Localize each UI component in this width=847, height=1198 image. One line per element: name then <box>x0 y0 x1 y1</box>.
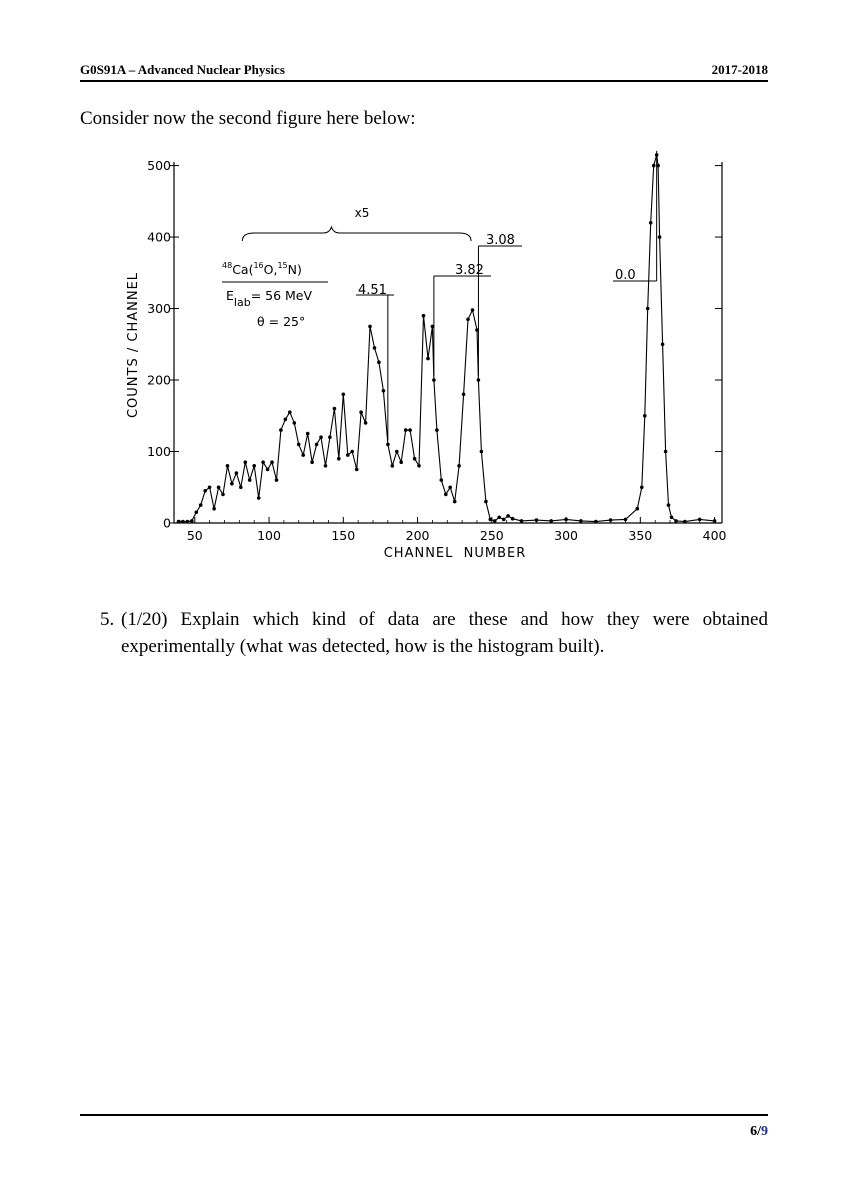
data-point <box>346 453 350 457</box>
x-tick-label-150: 150 <box>331 528 356 543</box>
current-page: 6/ <box>750 1124 761 1139</box>
x-tick-label-300: 300 <box>554 528 578 543</box>
data-point <box>564 518 568 522</box>
data-point <box>342 393 346 397</box>
ejectile-mass: 15 <box>277 261 288 270</box>
data-point <box>489 518 493 522</box>
data-point <box>652 164 656 168</box>
data-point <box>288 410 292 414</box>
data-point <box>382 389 386 393</box>
data-point <box>270 460 274 464</box>
data-point <box>315 443 319 447</box>
data-point <box>177 520 181 524</box>
reaction-label <box>222 261 328 329</box>
data-point <box>391 464 395 468</box>
data-point <box>422 314 426 318</box>
data-point <box>493 519 497 523</box>
data-point <box>301 453 305 457</box>
data-point <box>624 518 628 522</box>
data-point <box>658 235 662 239</box>
data-point <box>257 496 261 500</box>
svg-text:48Ca(16O,15N) <box>222 261 302 277</box>
data-point <box>324 464 328 468</box>
data-point <box>221 493 225 497</box>
data-point <box>683 520 687 524</box>
data-point <box>350 450 354 454</box>
y-tick-label-200: 200 <box>147 372 171 388</box>
x-tick-label-100: 100 <box>257 528 281 543</box>
data-point <box>462 393 466 397</box>
data-point <box>293 421 297 425</box>
question-text: (1/20) Explain which kind of data are these and how they were obtained experimentally (what was detected, how is the histogram built). <box>121 609 768 657</box>
data-point <box>226 464 230 468</box>
data-point <box>674 519 678 523</box>
data-point <box>199 503 203 507</box>
y-tick-label-100: 100 <box>147 444 171 460</box>
academic-year: 2017-2018 <box>711 62 768 77</box>
energy-symbol: E <box>226 288 234 303</box>
data-point <box>399 460 403 464</box>
data-point <box>594 520 598 524</box>
header-rule <box>80 80 768 82</box>
data-point <box>239 486 243 490</box>
page-number <box>750 1124 768 1140</box>
x-tick-label-350: 350 <box>628 528 653 543</box>
x5-brace <box>242 227 471 241</box>
data-point <box>395 450 399 454</box>
data-point <box>364 421 368 425</box>
data-point <box>203 489 207 493</box>
data-point <box>297 443 301 447</box>
data-point <box>444 493 448 497</box>
energy-subscript: lab <box>233 296 251 309</box>
data-point <box>328 435 332 439</box>
y-tick-label-400: 400 <box>147 229 171 245</box>
data-point <box>549 519 553 523</box>
total-pages: 9 <box>761 1124 768 1139</box>
data-point <box>667 503 671 507</box>
data-point <box>609 518 613 522</box>
x-tick-label-400: 400 <box>702 528 727 543</box>
data-point <box>186 520 190 524</box>
energy-value: = 56 MeV <box>250 288 313 303</box>
target-mass: 48 <box>222 261 233 270</box>
data-point <box>497 516 501 520</box>
x-tick-label-200: 200 <box>405 528 430 543</box>
data-point <box>435 428 439 432</box>
x-tick-label-50: 50 <box>186 528 203 543</box>
data-point <box>284 418 288 422</box>
data-point <box>484 500 488 504</box>
data-point <box>252 464 256 468</box>
data-point <box>477 378 481 382</box>
peak-label-3-82: 3.82 <box>455 263 484 278</box>
data-point <box>649 221 653 225</box>
scale-note: x5 <box>354 206 370 220</box>
y-tick-label-0: 0 <box>163 515 171 531</box>
data-point <box>535 518 539 522</box>
page-header <box>80 62 768 78</box>
data-point <box>190 519 194 523</box>
data-point <box>266 468 270 472</box>
data-point <box>502 518 506 522</box>
data-point <box>337 457 341 461</box>
data-point <box>279 428 283 432</box>
axis-ticks <box>147 158 726 543</box>
angle-label: θ = 25° <box>257 314 306 329</box>
data-point <box>440 478 444 482</box>
data-point <box>212 507 216 511</box>
data-point <box>432 378 436 382</box>
data-point <box>373 346 377 350</box>
data-point <box>511 517 515 521</box>
data-point <box>579 519 583 523</box>
data-point <box>333 407 337 411</box>
question-5 <box>100 606 768 660</box>
ejectile-symbol: N) <box>287 262 302 277</box>
data-point <box>208 486 212 490</box>
data-point <box>217 486 221 490</box>
question-number: 5. <box>100 609 115 630</box>
data-point <box>404 428 408 432</box>
data-point <box>417 464 421 468</box>
course-title: G0S91A – Advanced Nuclear Physics <box>80 62 285 77</box>
footer-rule <box>80 1114 768 1116</box>
data-point <box>359 410 363 414</box>
data-point <box>310 460 314 464</box>
data-point <box>244 460 248 464</box>
spectrum-line <box>179 155 715 522</box>
data-point <box>646 307 650 311</box>
intro-text: Consider now the second figure here below: <box>80 108 416 129</box>
data-point <box>670 516 674 520</box>
data-point <box>453 500 457 504</box>
spectrum-figure <box>100 140 760 580</box>
peak-label-3-08: 3.08 <box>486 233 515 248</box>
x-tick-label-250: 250 <box>479 528 504 543</box>
x-axis-label: CHANNEL NUMBER <box>383 546 527 561</box>
data-point <box>355 468 359 472</box>
data-point <box>480 450 484 454</box>
data-point <box>426 357 430 361</box>
data-point <box>457 464 461 468</box>
data-point <box>248 478 252 482</box>
data-point <box>386 443 390 447</box>
y-axis-label: COUNTS / CHANNEL <box>126 271 141 419</box>
data-point <box>230 482 234 486</box>
data-point <box>506 514 510 518</box>
peak-label-0-0: 0.0 <box>615 268 636 283</box>
data-series <box>177 153 717 523</box>
projectile-symbol: O, <box>263 262 278 277</box>
data-point <box>466 318 470 322</box>
y-tick-label-300: 300 <box>147 301 171 317</box>
data-point <box>661 343 665 347</box>
data-point <box>448 486 452 490</box>
data-point <box>664 450 668 454</box>
data-point <box>261 460 265 464</box>
data-point <box>195 511 199 515</box>
peak-label-4-51: 4.51 <box>358 283 387 298</box>
data-point <box>306 432 310 436</box>
data-point <box>520 519 524 523</box>
plot-axes <box>174 162 722 523</box>
data-point <box>181 520 185 524</box>
data-point <box>275 478 279 482</box>
data-point <box>636 507 640 511</box>
data-point <box>413 457 417 461</box>
data-point <box>377 360 381 364</box>
data-point <box>698 518 702 522</box>
svg-text:Elab= 56 MeV <box>226 288 312 309</box>
data-point <box>643 414 647 418</box>
projectile-mass: 16 <box>253 261 264 270</box>
target-symbol: Ca( <box>232 262 254 277</box>
data-point <box>471 308 475 312</box>
data-point <box>368 325 372 329</box>
data-point <box>640 486 644 490</box>
data-point <box>235 471 239 475</box>
data-point <box>408 428 412 432</box>
data-point <box>713 519 717 523</box>
data-point <box>319 435 323 439</box>
y-tick-label-500: 500 <box>147 158 171 174</box>
